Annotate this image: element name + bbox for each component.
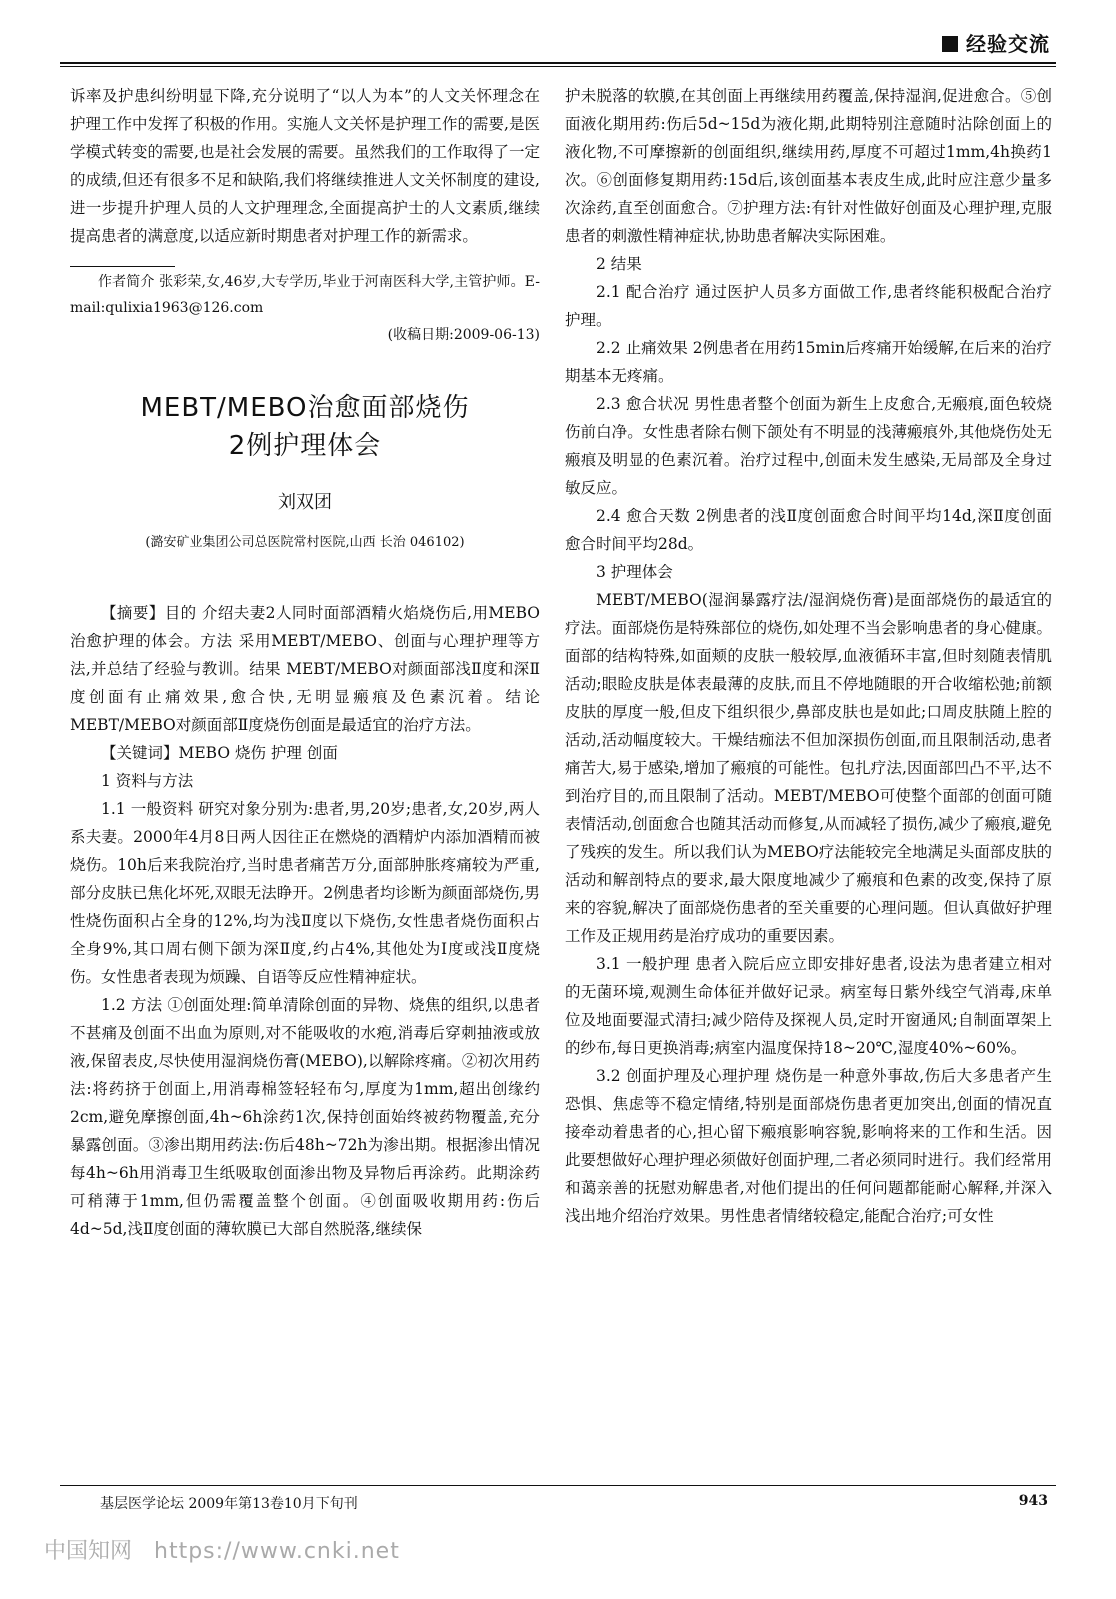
article-title-line1: MEBT/MEBO治愈面部烧伤 [140,393,470,423]
paragraph-3: MEBT/MEBO(湿润暴露疗法/湿润烧伤膏)是面部烧伤的最适宜的疗法。面部烧伤是特殊部位的烧伤,如处理不当会影响患者的身心健康。面部的结构特殊,如面颊的皮肤一般较厚,血液循环丰富,但时刻随表情肌活动;眼睑皮肤是体表最薄的皮肤,而且不停地随眼的开合收缩松弛;前额皮肤的厚度一般,但皮下组织很少,鼻部皮肤也是如此;口周皮肤随上腔的活动,活动幅度较大。干燥结痂法不但加深损伤创面,而且限制活动,患者痛苦大,易于感染,增加了瘢痕的可能性。包扎疗法,因面部凹凸不平,达不到治疗目的,而且限制了活动。MEBT/MEBO可使整个面部的创面可随表情活动,创面愈合也随其活动而修复,从而减轻了损伤,减少了瘢痕,避免了残疾的发生。所以我们认为MEBO疗法能较完全地满足头面部皮肤的活动和解剖特点的要求,最大限度地减少了瘢痕和色素的改变,保持了原来的容貌,解决了面部烧伤患者的至关重要的心理问题。但认真做好护理工作及正规用药是治疗成功的重要因素。 [565,591,1052,945]
paragraph-3-2: 3.2 创面护理及心理护理 烧伤是一种意外事故,伤后大多患者产生恐惧、焦虑等不稳定情绪,特别是面部烧伤患者更加突出,创面的情况直接牵动着患者的心,担心留下瘢痕影响容貌,影响将来的工作和生活。因此要想做好心理护理必须做好创面护理,二者必须同时进行。我们经常用和蔼亲善的抚慰劝解患者,对他们提出的任何问题都能耐心解释,并深入浅出地介绍治疗效果。男性患者情绪较稳定,能配合治疗;可女性 [565,1067,1052,1225]
paragraph-1-2: 1.2 方法 ①创面处理:简单清除创面的异物、烧焦的组织,以患者不甚痛及创面不出血为原则,对不能吸收的水疱,消毒后穿刺抽液或放液,保留表皮,尽快使用湿润烧伤膏(MEBO),以解除疼痛。②初次用药法:将药挤于创面上,用消毒棉签轻轻布匀,厚度为1mm,超出创缘约2cm,避免摩擦创面,4h~6h涂药1次,保持创面始终被药物覆盖,充分暴露创面。③渗出期用药法:伤后48h~72h为渗出期。根据渗出情况每4h~6h用消毒卫生纸吸取创面渗出物及异物后再涂药。此期涂药可稍薄于1mm,但仍需覆盖整个创面。④创面吸收期用药:伤后4d~5d,浅Ⅱ度创面的薄软膜已大部自然脱落,继续保 [70,996,540,1238]
article-title-line2: 2例护理体会 [228,431,382,461]
section-heading-1: 1 资料与方法 [101,772,194,790]
journal-info: 基层医学论坛 2009年第13卷10月下旬刊 [100,1496,358,1512]
article-title [70,389,540,465]
keywords: 【关键词】MEBO 烧伤 护理 创面 [101,744,338,762]
paragraph-2-3: 2.3 愈合状况 男性患者整个创面为新生上皮愈合,无瘢痕,面色较烧伤前白净。女性患者除右侧下颌处有不明显的浅薄瘢痕外,其他烧伤处无瘢痕及明显的色素沉着。治疗过程中,创面未发生感染,无局部及全身过敏反应。 [565,395,1052,497]
paragraph-1-1: 1.1 一般资料 研究对象分别为:患者,男,20岁;患者,女,20岁,两人系夫妻。2000年4月8日两人因往正在燃烧的酒精炉内添加酒精而被烧伤。10h后来我院治疗,当时患者痛苦万分,面部肿胀疼痛较为严重,部分皮肤已焦化坏死,双眼无法睁开。2例患者均诊断为颜面部烧伤,男性烧伤面积占全身的12%,均为浅Ⅱ度以下烧伤,女性患者烧伤面积占全身9%,其口周右侧下颌为深Ⅱ度,约占4%,其他处为Ⅰ度或浅Ⅱ度烧伤。女性患者表现为烦躁、自语等反应性精神症状。 [70,800,540,986]
paragraph-2-2: 2.2 止痛效果 2例患者在用药15min后疼痛开始缓解,在后来的治疗期基本无疼痛。 [565,339,1052,385]
square-icon [942,36,958,52]
section-heading-3: 3 护理体会 [596,563,673,581]
right-column [565,82,1052,1230]
section-label: 经验交流 [966,32,1050,56]
header-rule [60,62,1056,64]
received-date: (收稿日期:2009-06-13) [387,327,540,343]
continued-paragraph: 诉率及护患纠纷明显下降,充分说明了“以人为本”的人文关怀理念在护理工作中发挥了积极的作用。实施人文关怀是护理工作的需要,是医学模式转变的需要,也是社会发展的需要。虽然我们的工作取得了一定的成绩,但还有很多不足和缺陷,我们将继续推进人文关怀制度的建设,进一步提升护理人员的人文护理理念,全面提高护士的人文素质,继续提高患者的满意度,以适应新时期患者对护理工作的新需求。 [70,87,540,245]
watermark-text: 中国知网 [44,1539,133,1564]
page-number: 943 [1018,1493,1048,1509]
section-heading-2: 2 结果 [596,255,642,273]
footnote-rule [70,266,175,267]
left-column [70,82,540,1243]
author-bio: 作者简介 张彩荣,女,46岁,大专学历,毕业于河南医科大学,主管护师。E-mail:qulixia1963@126.com [70,274,540,316]
cnki-watermark [44,1534,400,1565]
paragraph-1-2-continued: 护未脱落的软膜,在其创面上再继续用药覆盖,保持湿润,促进愈合。⑤创面液化期用药:伤后5d~15d为液化期,此期特别注意随时沾除创面上的液化物,不可摩擦新的创面组织,继续用药,厚度不可超过1mm,4h换药1次。⑥创面修复期用药:15d后,该创面基本表皮生成,此时应注意少量多次涂药,直至创面愈合。⑦护理方法:有针对性做好创面及心理护理,克服患者的刺激性精神症状,协助患者解决实际困难。 [565,87,1052,245]
article-author: 刘双团 [278,492,332,513]
abstract: 【摘要】目的 介绍夫妻2人同时面部酒精火焰烧伤后,用MEBO治愈护理的体会。方法 采用MEBT/MEBO、创面与心理护理等方法,并总结了经验与教训。结果 MEBT/MEBO对颜面部浅Ⅱ度和深Ⅱ度创面有止痛效果,愈合快,无明显瘢痕及色素沉着。结论 MEBT/MEBO对颜面部Ⅱ度烧伤创面是最适宜的治疗方法。 [70,604,540,734]
paragraph-2-1: 2.1 配合治疗 通过医护人员多方面做工作,患者终能积极配合治疗护理。 [565,283,1052,329]
footer-rule [60,1485,1056,1486]
paragraph-2-4: 2.4 愈合天数 2例患者的浅Ⅱ度创面愈合时间平均14d,深Ⅱ度创面愈合时间平均28d。 [565,507,1052,553]
header-rule-thin [60,66,1056,67]
paragraph-3-1: 3.1 一般护理 患者入院后应立即安排好患者,设法为患者建立相对的无菌环境,观测生命体征并做好记录。病室每日紫外线空气消毒,床单位及地面要湿式清扫;减少陪侍及探视人员,定时开窗通风;自制面罩架上的纱布,每日更换消毒;病室内温度保持18~20℃,湿度40%~60%。 [565,955,1052,1057]
article-affiliation: (潞安矿业集团公司总医院常村医院,山西 长治 046102) [145,535,465,550]
watermark-url[interactable]: https://www.cnki.net [154,1539,400,1564]
section-tag [942,28,1050,57]
